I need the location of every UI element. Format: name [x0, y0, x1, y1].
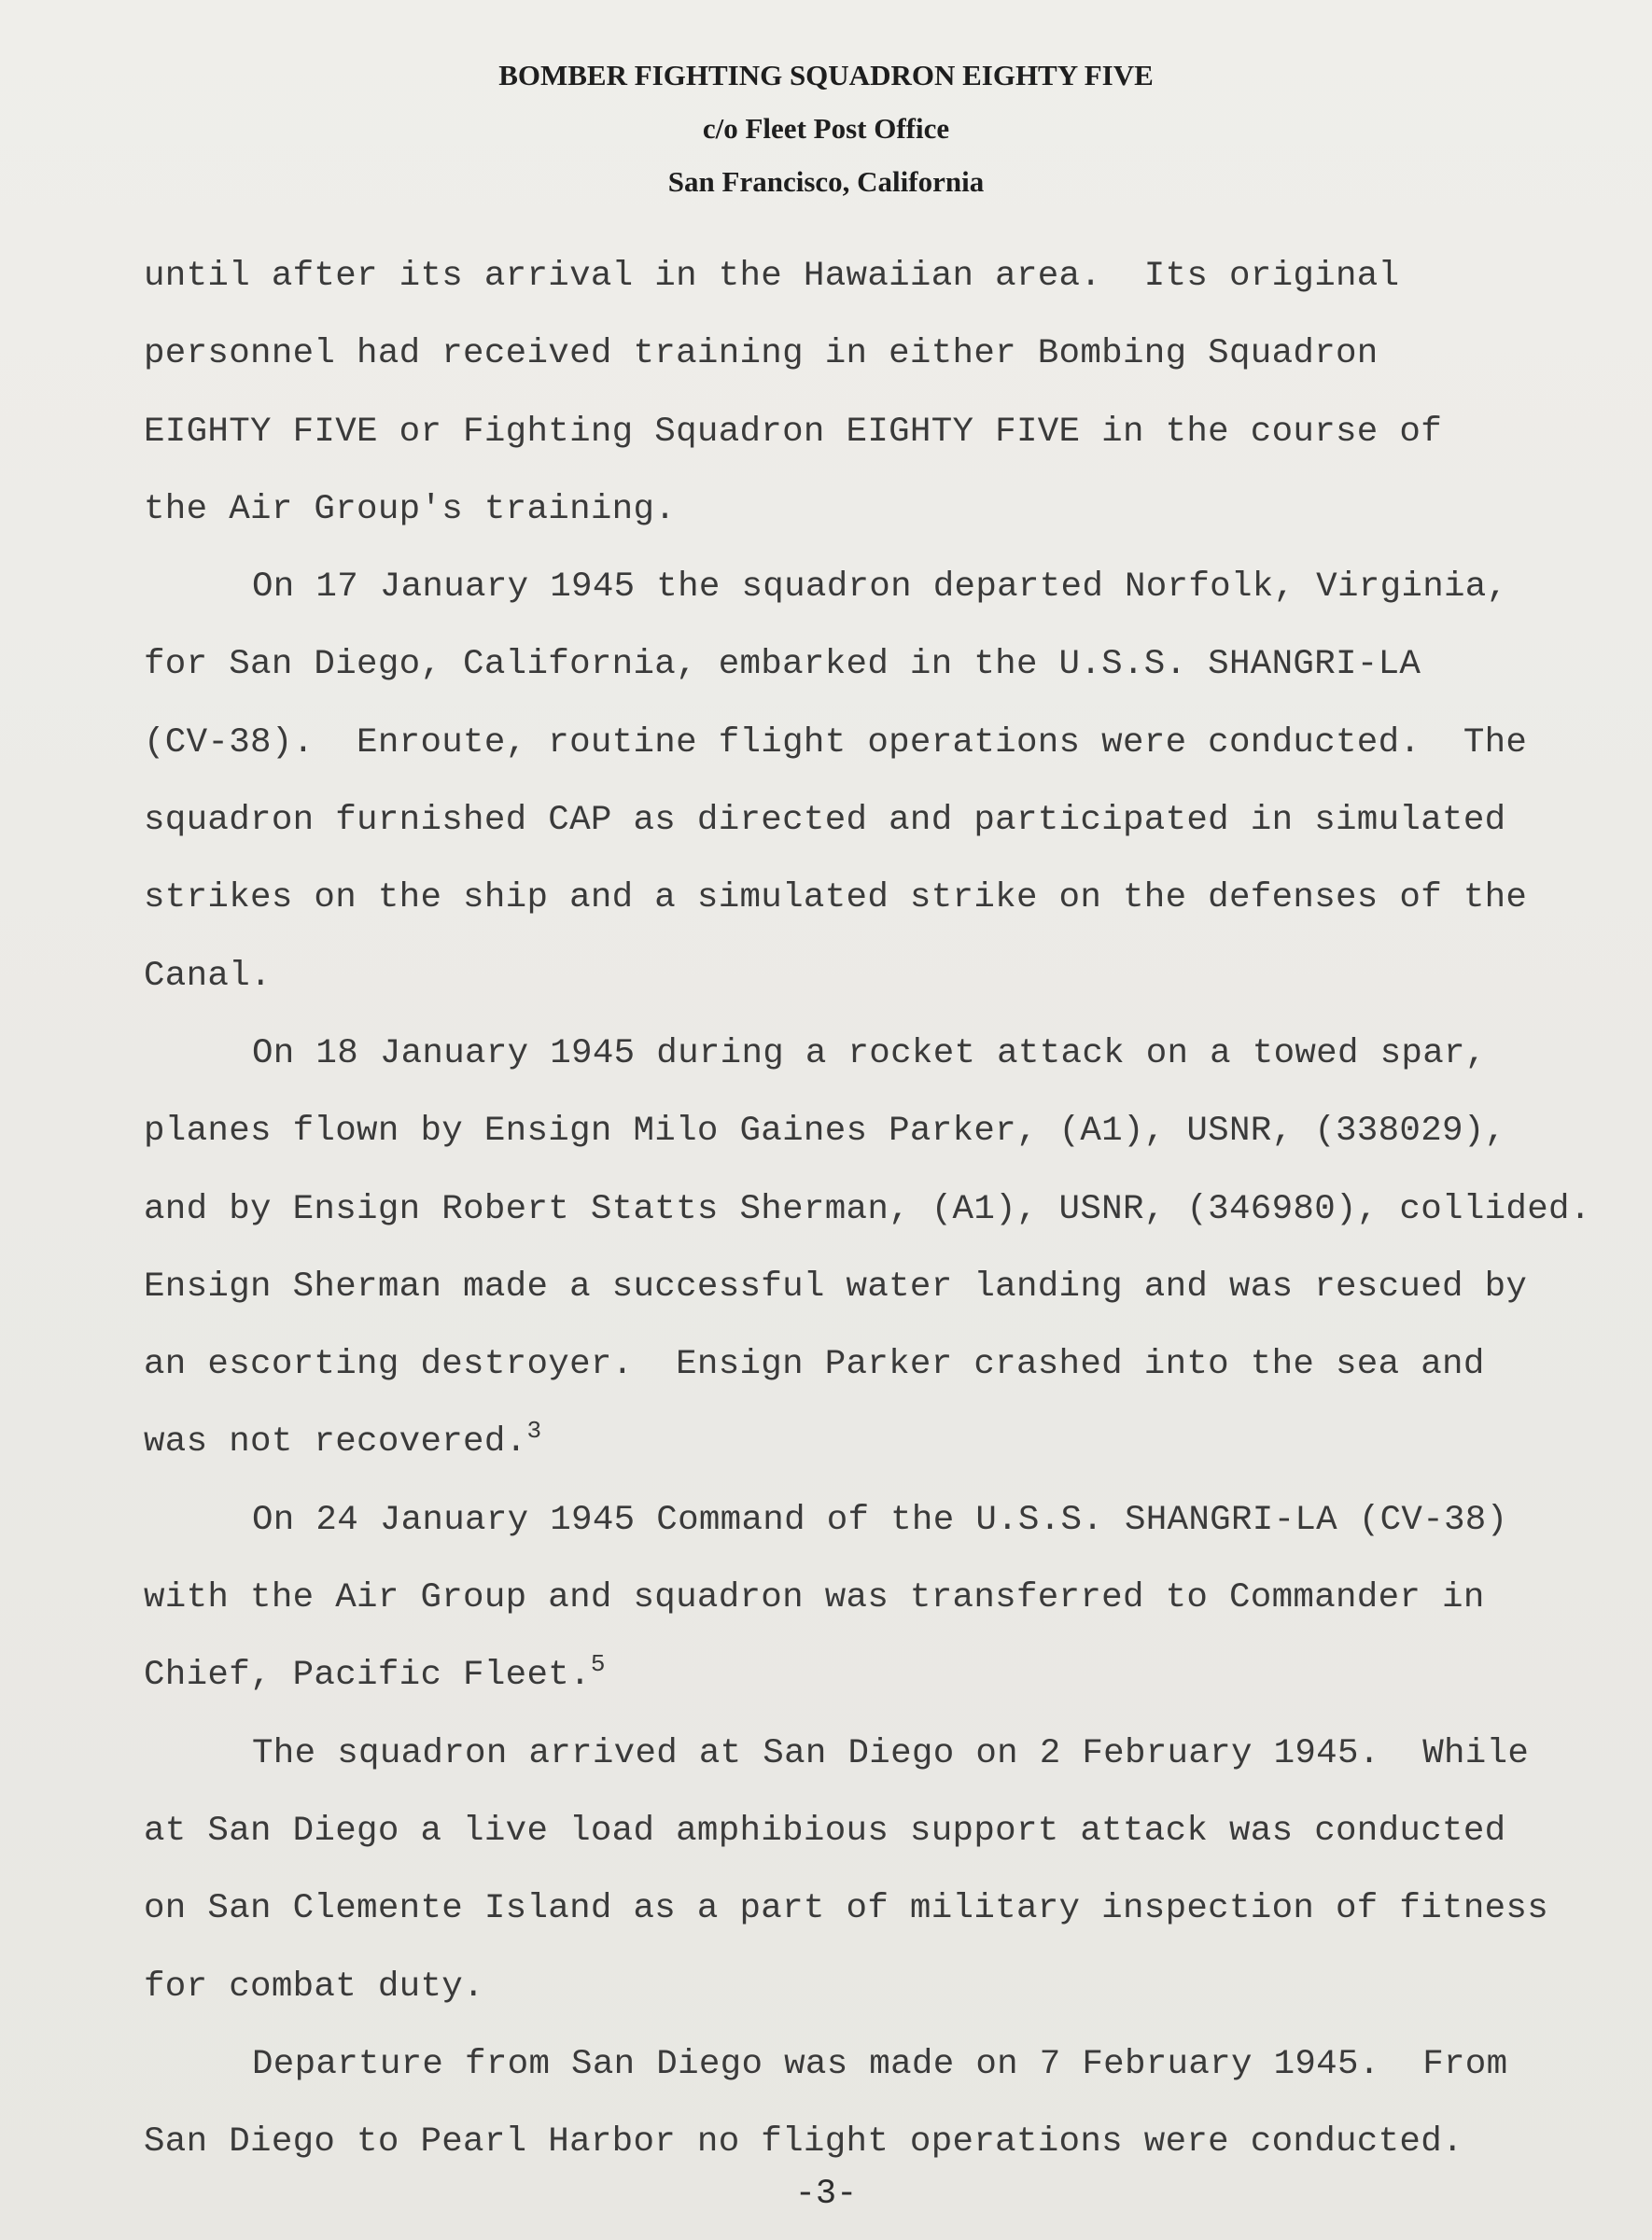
text-line: on San Clemente Island as a part of military inspection of fitness [144, 1889, 1549, 1929]
text-line: strikes on the ship and a simulated strike on the defenses of the [144, 878, 1528, 918]
footnote-marker: 3 [526, 1417, 542, 1446]
text-line: On 18 January 1945 during a rocket attack on a towed spar, [252, 1033, 1487, 1073]
text-line: for San Diego, California, embarked in the U.S.S. SHANGRI-LA [144, 645, 1421, 685]
text-line: The squadron arrived at San Diego on 2 February 1945. While [252, 1733, 1530, 1773]
text-line: (CV-38). Enroute, routine flight operations were conducted. The [144, 722, 1528, 763]
text-line-with-footnote [144, 1404, 1600, 1481]
text-line: and by Ensign Robert Statts Sherman, (A1), USNR, (346980), collided. [144, 1189, 1591, 1229]
text-line: On 17 January 1945 the squadron departed Norfolk, Virginia, [252, 567, 1508, 608]
letterhead [0, 49, 1652, 208]
text-line: at San Diego a live load amphibious support attack was conducted [144, 1811, 1506, 1851]
document-body [144, 238, 1600, 2181]
text-line: personnel had received training in either Bombing Squadron [144, 334, 1379, 374]
letterhead-squadron-name: BOMBER FIGHTING SQUADRON EIGHTY FIVE [498, 59, 1154, 91]
text-line: Canal. [144, 956, 272, 996]
text-line: was not recovered. [144, 1422, 527, 1463]
text-line: Chief, Pacific Fleet. [144, 1656, 591, 1696]
text-line: Departure from San Diego was made on 7 February 1945. From [252, 2044, 1508, 2084]
text-line: with the Air Group and squadron was transferred to Commander in [144, 1578, 1485, 1618]
text-line: San Diego to Pearl Harbor no flight operations were conducted. [144, 2122, 1463, 2163]
text-line: for combat duty. [144, 1967, 484, 2007]
text-line: planes flown by Ensign Milo Gaines Parker, (A1), USNR, (338029), [144, 1112, 1506, 1152]
text-line: squadron furnished CAP as directed and participated in simulated [144, 801, 1506, 841]
text-line: the Air Group's training. [144, 489, 677, 529]
text-line: until after its arrival in the Hawaiian area. Its original [144, 257, 1400, 296]
text-line: EIGHTY FIVE or Fighting Squadron EIGHTY FIVE in the course of [144, 412, 1443, 452]
page-number: -3- [794, 2175, 858, 2214]
text-line-with-footnote [144, 1637, 1600, 1715]
text-line: Ensign Sherman made a successful water landing and was rescued by [144, 1267, 1528, 1307]
letterhead-city: San Francisco, California [667, 165, 985, 198]
footnote-marker: 5 [590, 1650, 606, 1679]
letterhead-post-office: c/o Fleet Post Office [702, 112, 950, 145]
text-line: On 24 January 1945 Command of the U.S.S. SHANGRI-LA (CV-38) [252, 1500, 1508, 1540]
text-line: an escorting destroyer. Ensign Parker crashed into the sea and [144, 1345, 1485, 1385]
